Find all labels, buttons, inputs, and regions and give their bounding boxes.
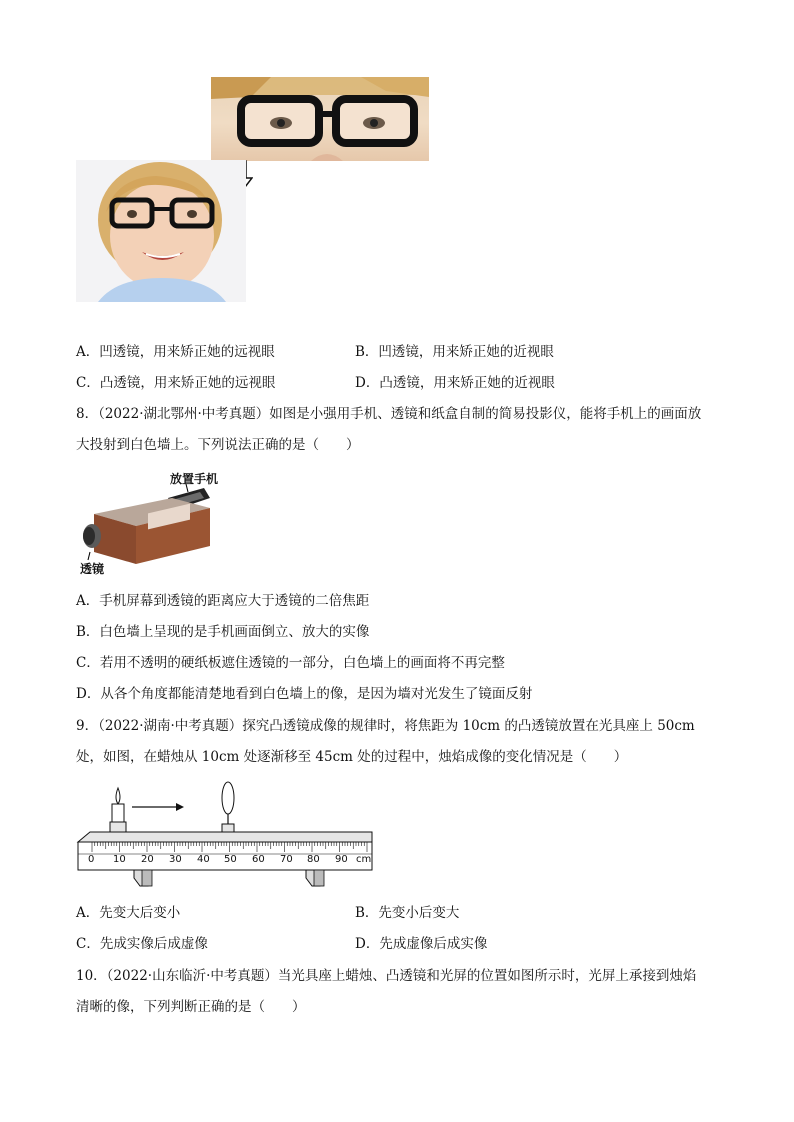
q7-option-c: C．凸透镜，用来矫正她的远视眼 (76, 375, 276, 391)
child-with-glasses-illustration (76, 160, 246, 302)
optical-bench-illustration (76, 780, 376, 892)
ruler-tick-label: 0 (88, 854, 95, 865)
lens-label: 透镜 (80, 562, 105, 576)
q8-option-a: A．手机屏幕到透镜的距离应大于透镜的二倍焦距 (76, 593, 370, 609)
q8-option-c: C．若用不透明的硬纸板遮住透镜的一部分，白色墙上的画面将不再完整 (76, 655, 505, 671)
q8-option-b: B．白色墙上呈现的是手机画面倒立、放大的实像 (76, 624, 370, 640)
ruler-tick-label: 20 (141, 854, 154, 865)
optical-bench-figure (76, 780, 376, 892)
ruler-tick-label: 80 (307, 854, 320, 865)
child-with-glasses-photo (76, 160, 246, 302)
q7-option-b: B．凹透镜，用来矫正她的近视眼 (355, 344, 554, 360)
q7-option-d: D．凸透镜，用来矫正她的近视眼 (355, 375, 555, 391)
ruler-tick-label: 30 (169, 854, 182, 865)
ruler-tick-label: 40 (197, 854, 210, 865)
glasses-closeup-illustration (211, 77, 429, 161)
ruler-tick-label: 10 (113, 854, 126, 865)
q8-stem-line2: 大投射到白色墙上。下列说法正确的是（ ） (76, 437, 360, 453)
q9-option-b: B．先变小后变大 (355, 905, 460, 921)
ruler-tick-label: 60 (252, 854, 265, 865)
q9-stem-line1: 9．（2022·湖南·中考真题）探究凸透镜成像的规律时，将焦距为 10cm 的凸透镜放置在光具座上 50cm (76, 718, 695, 734)
q10-stem-line1: 10．（2022·山东临沂·中考真题）当光具座上蜡烛、凸透镜和光屏的位置如图所示时，光屏上承接到烛焰 (76, 968, 697, 984)
q8-stem-line1: 8．（2022·湖北鄂州·中考真题）如图是小强用手机、透镜和纸盒自制的简易投影仪，能将手机上的画面放 (76, 406, 702, 422)
q9-stem-line2: 处，如图，在蜡烛从 10cm 处逐渐移至 45cm 处的过程中，烛焰成像的变化情况是（ ） (76, 749, 628, 765)
ruler-tick-labels (76, 854, 376, 870)
q8-option-d: D．从各个角度都能清楚地看到白色墙上的像，是因为墙对光发生了镜面反射 (76, 686, 533, 702)
q7-option-a: A．凹透镜，用来矫正她的远视眼 (76, 344, 275, 360)
projector-box-figure (76, 468, 226, 580)
ruler-tick-label: 50 (224, 854, 237, 865)
projector-box-illustration (76, 468, 226, 580)
q9-option-d: D．先成虚像后成实像 (355, 936, 488, 952)
glasses-closeup-photo (211, 77, 429, 161)
ruler-unit-label: cm (356, 854, 372, 865)
q9-option-c: C．先成实像后成虚像 (76, 936, 208, 952)
phone-label: 放置手机 (170, 472, 219, 486)
q10-stem-line2: 清晰的像，下列判断正确的是（ ） (76, 999, 306, 1015)
ruler-tick-label: 90 (335, 854, 348, 865)
ruler-tick-label: 70 (280, 854, 293, 865)
q9-option-a: A．先变大后变小 (76, 905, 181, 921)
